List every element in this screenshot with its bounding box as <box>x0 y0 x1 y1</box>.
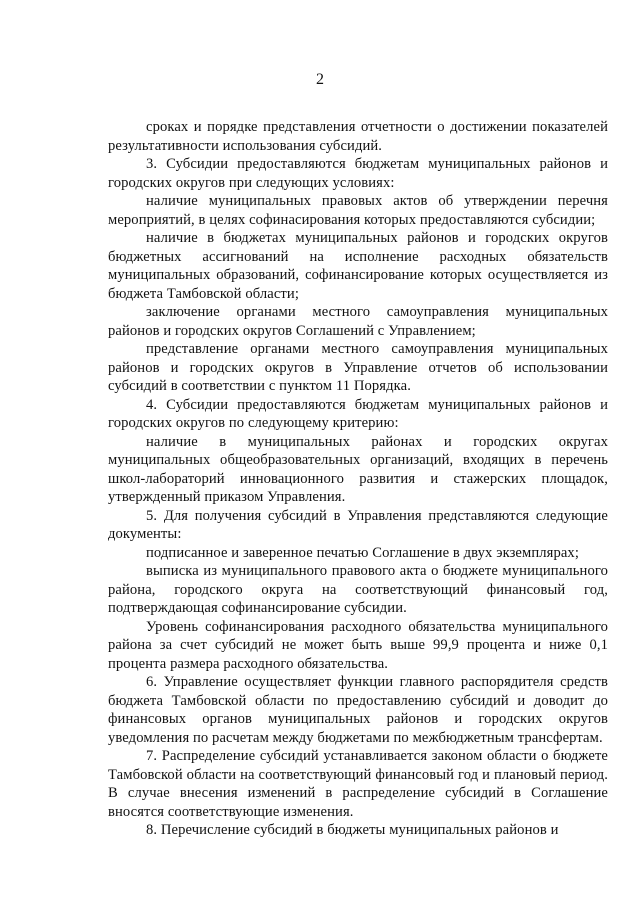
paragraph-condition-agreement: заключение органами местного самоуправления муниципальных районов и городских округов Соглашений с Управлением; <box>108 304 608 339</box>
document-body <box>108 118 608 840</box>
paragraph-document-extract: выписка из муниципального правового акта о бюджете муниципального района, городского округа на соответствующий финансовый год, подтверждающая софинансирование субсидии. <box>108 563 608 616</box>
paragraph-condition-reports: представление органами местного самоуправления муниципальных районов и городских округов в Управление отчетов об использовании субсидий в соответствии с пунктом 11 Порядка. <box>108 341 608 394</box>
paragraph-item-3: 3. Субсидии предоставляются бюджетам муниципальных районов и городских округов при следующих условиях: <box>108 156 608 191</box>
paragraph-condition-acts: наличие муниципальных правовых актов об утверждении перечня мероприятий, в целях софинасирования которых предоставляются субсидии; <box>108 193 608 228</box>
paragraph-item-7: 7. Распределение субсидий устанавливается законом области о бюджете Тамбовской области на соответствующий финансовый год и плановый период. В случае внесения изменений в распределение субсидий в Соглашение вносятся соответствующие изменения. <box>108 748 608 820</box>
paragraph-criterion: наличие в муниципальных районах и городских округах муниципальных общеобразовательных организаций, входящих в перечень школ-лабораторий инновационного развития и стажерских площадок, утвержденный приказом Управления. <box>108 433 608 505</box>
paragraph-item-5: 5. Для получения субсидий в Управления представляются следующие документы: <box>108 507 608 542</box>
paragraph-document-agreement: подписанное и заверенное печатью Соглашение в двух экземплярах; <box>146 544 579 561</box>
paragraph-item-4: 4. Субсидии предоставляются бюджетам муниципальных районов и городских округов по следующему критерию: <box>108 396 608 431</box>
paragraph-item-8: 8. Перечисление субсидий в бюджеты муниципальных районов и <box>146 822 559 838</box>
page-number: 2 <box>316 71 324 88</box>
paragraph-item-6: 6. Управление осуществляет функции главного распорядителя средств бюджета Тамбовской области по предоставлению субсидий и доводит до финансовых органов муниципальных районов и городских округов уведомления по расчетам между бюджетами по межбюджетным трансфертам. <box>108 674 608 746</box>
paragraph-cofinancing-level: Уровень софинансирования расходного обязательства муниципального района за счет субсидий не может быть выше 99,9 процента и ниже 0,1 процента размера расходного обязательства. <box>108 618 608 672</box>
paragraph-condition-budget: наличие в бюджетах муниципальных районов и городских округов бюджетных ассигнований на исполнение расходных обязательств муниципальных образований, софинансирование которых осуществляется из бюджета Тамбовской области; <box>108 230 608 302</box>
paragraph-continuation: сроках и порядке представления отчетности о достижении показателей результативности использования субсидий. <box>108 119 608 154</box>
